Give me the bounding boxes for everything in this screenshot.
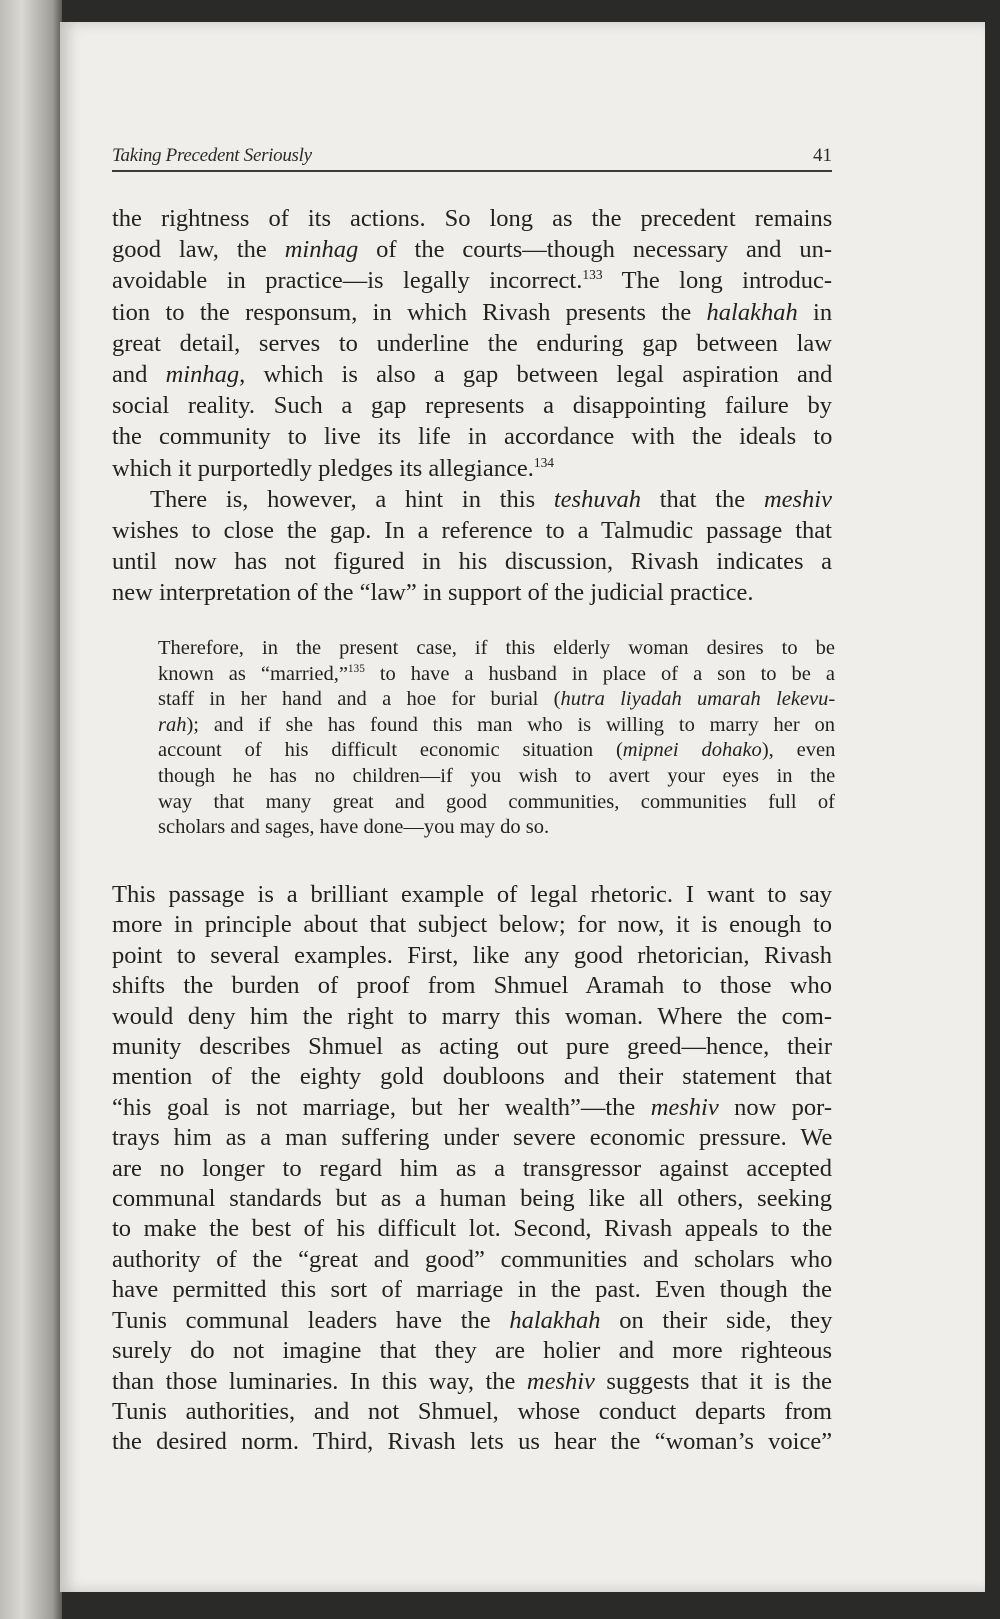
text-line xyxy=(112,546,832,577)
italic-term: meshiv xyxy=(763,485,832,513)
text-line xyxy=(112,1184,832,1214)
text-run: “his goal is not marriage, but her wealth”—the xyxy=(112,1093,651,1121)
text-run: have permitted this sort of marriage in the past. Even though the xyxy=(112,1276,833,1304)
text-run: the community to live its life in accordance with the ideals to xyxy=(112,423,833,451)
text-line xyxy=(112,1214,832,1244)
text-line xyxy=(112,1397,832,1427)
text-run: that the xyxy=(640,485,764,513)
text-run: trays him as a man suffering under severe economic pressure. We xyxy=(112,1124,833,1152)
text-line xyxy=(112,390,832,421)
text-run: wishes to close the gap. In a reference to a Talmudic passage that xyxy=(112,517,832,545)
text-run: The long introduc- xyxy=(602,267,832,295)
text-line xyxy=(112,328,832,359)
text-line xyxy=(112,1275,832,1305)
text-run: avoidable in practice—is legally incorrect. xyxy=(112,267,583,295)
text-line xyxy=(158,662,835,688)
page-number: 41 xyxy=(813,145,832,166)
text-line xyxy=(112,515,832,546)
text-run: are no longer to regard him as a transgressor against accepted xyxy=(112,1154,832,1182)
text-line xyxy=(112,1367,832,1397)
text-line xyxy=(158,764,835,790)
text-run: Tunis communal leaders have the xyxy=(112,1306,510,1334)
text-line xyxy=(112,577,832,608)
text-line xyxy=(112,203,832,234)
text-run: would deny him the right to marry this woman. Where the com- xyxy=(112,1002,832,1030)
text-run: more in principle about that subject below; for now, it is enough to xyxy=(112,911,832,939)
running-header xyxy=(112,140,832,172)
italic-term: halakhah xyxy=(509,1306,601,1334)
text-run: tion to the responsum, in which Rivash presents the xyxy=(112,298,707,326)
facing-page-edge xyxy=(0,0,62,1619)
text-line xyxy=(112,1062,832,1092)
text-run: account of his difficult economic situation ( xyxy=(158,739,623,762)
text-run: to make the best of his difficult lot. Second, Rivash appeals to the xyxy=(112,1215,833,1243)
text-run: to have a husband in place of a son to be a xyxy=(364,662,835,685)
text-run: There is, however, a hint in this xyxy=(150,485,554,513)
text-line xyxy=(158,790,835,816)
text-line xyxy=(112,1123,832,1153)
text-run: great detail, serves to underline the enduring gap between law xyxy=(112,329,832,357)
italic-term: mipnei dohako xyxy=(622,739,762,762)
text-run: good law, the xyxy=(112,236,285,264)
text-run: until now has not figured in his discussion, Rivash indicates a xyxy=(112,548,832,576)
body-paragraphs xyxy=(112,203,832,609)
text-line xyxy=(158,713,835,739)
text-line xyxy=(112,910,832,940)
text-line xyxy=(112,1154,832,1184)
text-run: munity describes Shmuel as acting out pure greed—hence, their xyxy=(112,1033,832,1061)
running-title: Taking Precedent Seriously xyxy=(112,145,312,166)
text-line xyxy=(112,359,832,390)
text-line xyxy=(158,815,835,841)
text-run: communal standards but as a human being like all others, seeking xyxy=(112,1185,832,1213)
text-run: surely do not imagine that they are holier and more righteous xyxy=(112,1337,832,1365)
text-line xyxy=(112,453,832,484)
italic-term: rah xyxy=(158,713,187,736)
italic-term: meshiv xyxy=(650,1093,719,1121)
footnote-ref: 133 xyxy=(582,267,603,283)
body-paragraph-analysis xyxy=(112,880,832,1458)
text-run: staff in her hand and a hoe for burial ( xyxy=(158,688,561,711)
text-run: the rightness of its actions. So long as the precedent remains xyxy=(112,205,833,232)
text-run: social reality. Such a gap represents a disappointing failure by xyxy=(112,392,832,420)
text-line xyxy=(158,738,835,764)
text-run: This passage is a brilliant example of legal rhetoric. I want to say xyxy=(112,881,832,908)
text-run: the desired norm. Third, Rivash lets us hear the “woman’s voice” xyxy=(112,1428,833,1456)
text-run: Therefore, in the present case, if this elderly woman desires to be xyxy=(158,637,835,659)
italic-term: minhag xyxy=(284,236,359,264)
text-run: way that many great and good communities, communities full of xyxy=(158,790,835,813)
text-line xyxy=(112,1093,832,1123)
text-line xyxy=(112,265,832,296)
text-run: which is also a gap between legal aspiration and xyxy=(245,361,833,389)
italic-term: teshuvah xyxy=(553,485,641,513)
text-run: new interpretation of the “law” in support of the judicial practice. xyxy=(112,579,754,607)
text-run: of the courts—though necessary and un- xyxy=(358,236,832,264)
text-run: and xyxy=(112,361,166,389)
italic-term: minhag, xyxy=(165,361,246,389)
text-run: known as “married,” xyxy=(158,662,348,685)
text-run: mention of the eighty gold doubloons and their statement that xyxy=(112,1063,832,1091)
text-line xyxy=(112,1245,832,1275)
block-quote xyxy=(158,636,835,841)
text-run: which it purportedly pledges its allegiance. xyxy=(112,454,534,482)
text-run: ); and if she has found this man who is willing to marry her on xyxy=(186,713,835,736)
text-line xyxy=(112,941,832,971)
text-run: Tunis authorities, and not Shmuel, whose conduct departs from xyxy=(112,1397,832,1425)
text-line xyxy=(158,687,835,713)
italic-term: halakhah xyxy=(706,298,798,326)
text-line xyxy=(112,1306,832,1336)
text-line xyxy=(112,1336,832,1366)
text-run: shifts the burden of proof from Shmuel Aramah to those who xyxy=(112,972,832,1000)
text-line xyxy=(112,297,832,328)
text-line xyxy=(158,636,835,662)
text-line xyxy=(112,1002,832,1032)
text-run: in xyxy=(797,298,833,326)
footnote-ref: 135 xyxy=(347,662,365,675)
text-run: ), even xyxy=(761,739,836,762)
italic-term: meshiv xyxy=(526,1367,595,1395)
text-line xyxy=(112,421,832,452)
italic-term: hutra liyadah umarah lekevu- xyxy=(560,688,836,711)
text-run: now por- xyxy=(718,1093,833,1121)
text-run: though he has no children—if you wish to avert your eyes in the xyxy=(158,764,836,787)
text-line xyxy=(112,484,832,515)
text-run: point to several examples. First, like any good rhetorician, Rivash xyxy=(112,941,833,969)
text-line xyxy=(112,234,832,265)
text-line xyxy=(112,971,832,1001)
text-run: scholars and sages, have done—you may do so. xyxy=(158,816,550,839)
text-line xyxy=(112,1427,832,1457)
text-run: on their side, they xyxy=(600,1306,833,1334)
text-run: than those luminaries. In this way, the xyxy=(112,1367,527,1395)
text-line xyxy=(112,880,832,910)
text-line xyxy=(112,1032,832,1062)
text-run: suggests that it is the xyxy=(594,1367,832,1395)
footnote-ref: 134 xyxy=(533,454,555,470)
text-run: authority of the “great and good” communities and scholars who xyxy=(112,1245,833,1273)
